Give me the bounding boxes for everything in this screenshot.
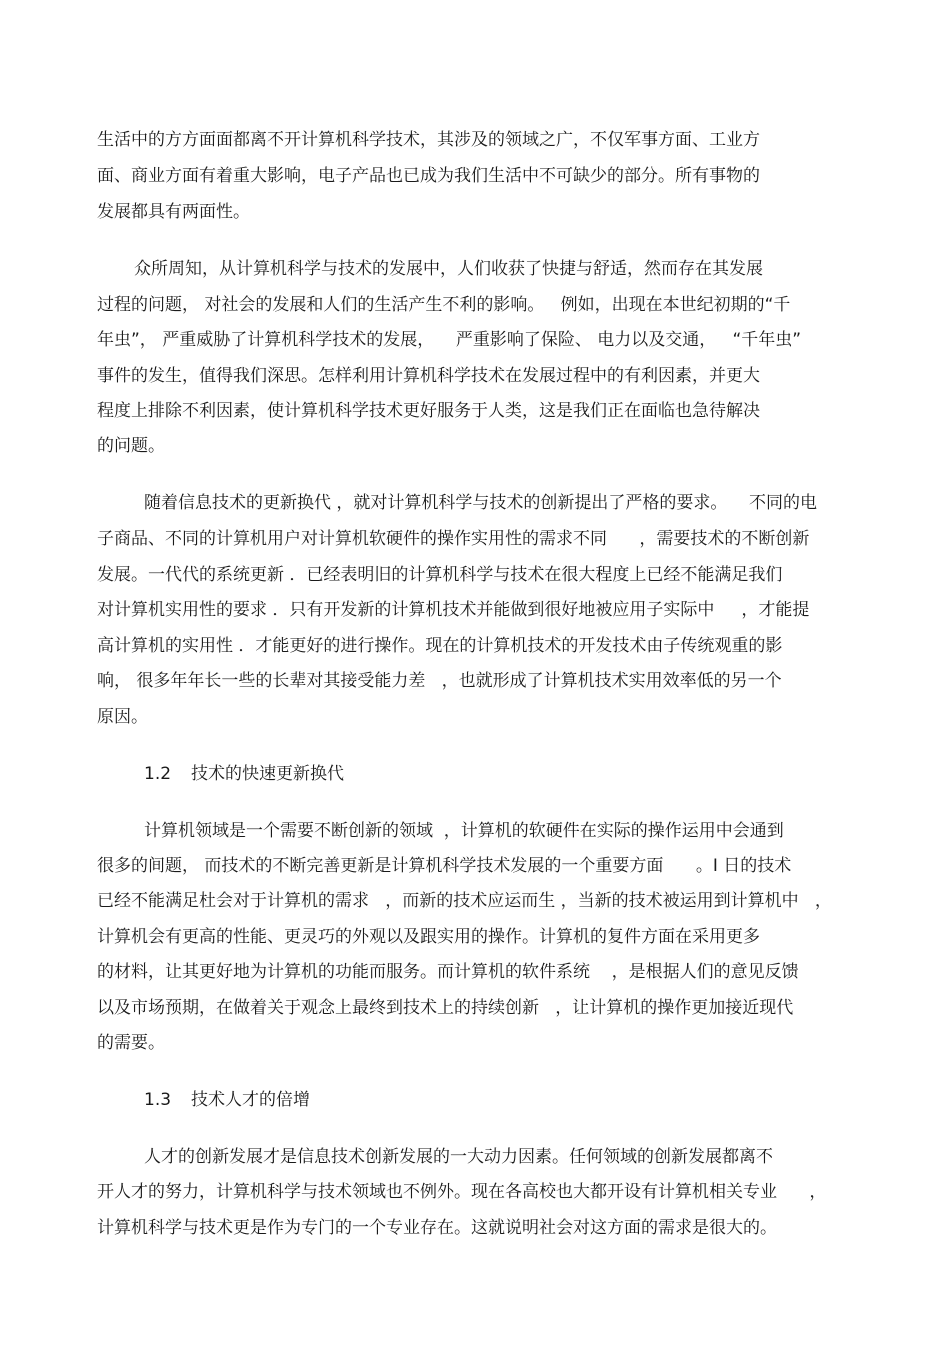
paragraph-2-line-4: 事件的发生，值得我们深思。怎样利用计算机科学技术在发展过程中的有利因素，并更大 [97, 366, 760, 386]
paragraph-3-line-5: 高计算机的实用性 ．才能更好的进行操作。现在的计算机技术的开发技术由子传统观重的影 [97, 636, 783, 656]
paragraph-2-line-1: 众所周知，从计算机科学与技术的发展中，人们收获了快捷与舒适，然而存在其发展 [134, 259, 763, 279]
paragraph-5-line-2: 开人才的努力，计算机科学与技术领域也不例外。现在各高校也大都开设有计算机相关专业 ， [97, 1182, 827, 1202]
paragraph-1-line-1: 生活中的方方面面都离不开计算机科学技术，其涉及的领域之广，不仅军事方面、工业方 [97, 130, 760, 150]
paragraph-3-line-2: 子商品、不同的计算机用户对计算机软硬件的操作实用性的需求不同 ，需要技术的不断创新 [97, 529, 810, 549]
paragraph-4-line-1: 计算机领域是一个需要不断创新的领域 ，计算机的软硬件在实际的操作运用中会通到 [144, 821, 784, 841]
paragraph-1-line-2: 面、商业方面有着重大影响，电子产品也已成为我们生活中不可缺少的部分。所有事物的 [97, 166, 760, 186]
paragraph-1-line-3: 发展都具有两面性。 [97, 202, 250, 222]
paragraph-3-line-3: 发展。一代代的系统更新 ．已经表明旧的计算机科学与技术在很大程度上已经不能满足我们 [97, 565, 783, 585]
paragraph-2-line-2: 过程的问题， 对社会的发展和人们的生活产生不利的影响。 例如，出现在本世纪初期的“千 [97, 295, 791, 315]
paragraph-4-line-4: 计算机会有更高的性能、更灵巧的外观以及跟实用的操作。计算机的复件方面在采用更多 [97, 927, 760, 947]
section-title-1-3: 技术人才的倍增 [191, 1090, 310, 1110]
paragraph-5-line-1: 人才的创新发展才是信息技术创新发展的一大动力因素。任何领域的创新发展都离不 [144, 1147, 773, 1167]
paragraph-2-line-3: 年虫”， 严重威胁了计算机科学技术的发展， 严重影响了保险、 电力以及交通， “千年虫” [97, 330, 802, 350]
section-number-1-2: 1.2 [144, 764, 172, 784]
paragraph-2-line-6: 的问题。 [97, 436, 165, 456]
paragraph-3-line-4: 对计算机实用性的要求 ．只有开发新的计算机技术并能做到很好地被应用子实际中 ，才能提 [97, 600, 810, 620]
paragraph-3-line-7: 原因。 [97, 707, 148, 727]
paragraph-4-line-5: 的材料，让其更好地为计算机的功能而服务。而计算机的软件系统 ，是根据人们的意见反馈 [97, 962, 799, 982]
paragraph-4-line-3: 已经不能满足杜会对于计算机的需求 ，而新的技术应运而生 ，当新的技术被运用到计算机中 ， [97, 891, 832, 911]
paragraph-3-line-1: 随着信息技术的更新换代 ，就对计算机科学与技术的创新提出了严格的要求。 不同的电 [144, 493, 818, 513]
paragraph-2-line-5: 程度上排除不利因素，使计算机科学技术更好服务于人类，这是我们正在面临也急待解决 [97, 401, 760, 421]
paragraph-4-line-7: 的需要。 [97, 1033, 165, 1053]
section-title-1-2: 技术的快速更新换代 [191, 764, 344, 784]
paragraph-4-line-6: 以及市场预期，在做着关于观念上最终到技术上的持续创新 ，让计算机的操作更加接近现代 [97, 998, 794, 1018]
paragraph-3-line-6: 响， 很多年年长一些的长辈对其接受能力差 ，也就形成了计算机技术实用效率低的另一个 [97, 671, 782, 691]
paragraph-4-line-2: 很多的间题， 而技术的不断完善更新是计算机科学技术发展的一个重要方面 。I 日的技术 [97, 856, 792, 876]
section-number-1-3: 1.3 [144, 1090, 172, 1110]
paragraph-5-line-3: 计算机科学与技术更是作为专门的一个专业存在。这就说明社会对这方面的需求是很大的。 [97, 1218, 777, 1238]
